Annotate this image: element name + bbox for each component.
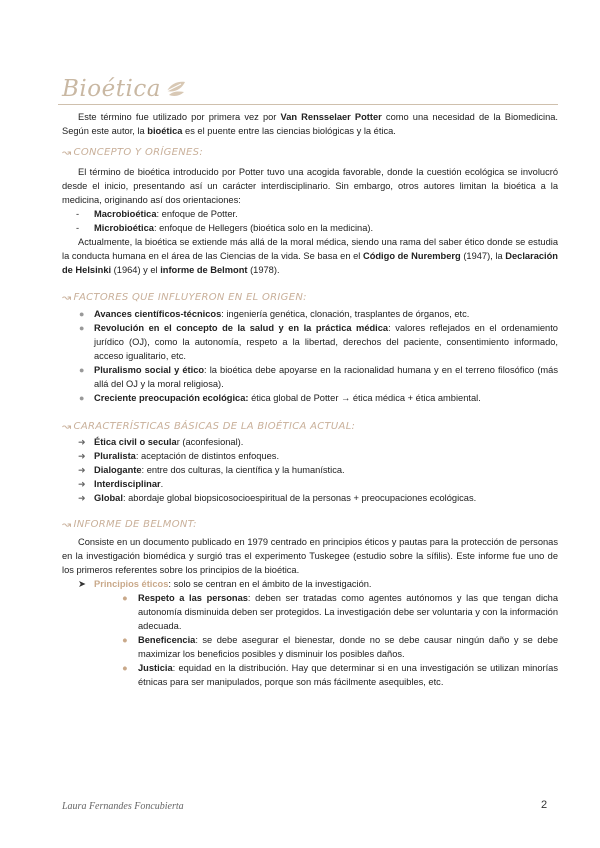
footer-author: Laura Fernandes Foncubierta xyxy=(62,801,184,812)
list-item: - Microbioética: enfoque de Hellegers (bioética solo en la medicina). xyxy=(76,223,374,233)
section-belmont-body: Consiste en un documento publicado en 1979 centrado en principios éticos y pautas para la protección de personas en la investigación biomédica y surgió tras el experimento Tuskegee (estudio sobre la sífilis). Este informe fue uno de los primeros referentes sobre los principios de la bioética. ➤ Principios éticos: solo se centran en el ámbito de la investigación. ● Respeto a las personas: deben ser tratadas como agentes autónomos y las que tengan dicha autonomía disminuida deben ser protegidos. La investigación debe ser voluntaria y con la información adecuada. ● Beneficencia: se debe asegurar el bienestar, donde no se debe causar ningún daño y se debe maximizar los beneficios posibles y disminuir los posibles daños. ● Justicia: equidad en la distribución. Hay que determinar si en una investigación se utilizan minorías étnicas para ser manipulados, porque son más fácilmente asequibles, etc. xyxy=(62,537,558,687)
section-heading-caracteristicas: ↝ CARACTERÍSTICAS BÁSICAS DE LA BIOÉTICA ACTUAL: xyxy=(62,421,356,433)
intro-paragraph: Este término fue utilizado por primera vez por Van Rensselaer Potter como una necesidad de la Biomedicina. Según este autor, la bioética es el puente entre las ciencias biológicas y la ética. xyxy=(62,112,558,136)
page-title-row xyxy=(62,72,187,106)
title-divider xyxy=(58,104,558,105)
arrow-icon: ↝ xyxy=(62,292,72,304)
list-item: ● Avances científicos-técnicos: ingeniería genética, clonación, trasplantes de órganos, etc. xyxy=(79,309,470,319)
list-item: ➜ Dialogante: entre dos culturas, la científica y la humanística. xyxy=(78,465,345,475)
arrow-icon: ↝ xyxy=(62,147,72,159)
list-item: ➜ Ética civil o secular (aconfesional). xyxy=(78,437,244,447)
leaf-icon xyxy=(165,79,187,99)
list-item: ● Beneficencia: se debe asegurar el bienestar, donde no se debe causar ningún daño y se debe maximizar los beneficios posibles y disminuir los posibles daños. xyxy=(122,635,558,659)
list-item: ➤ Principios éticos: solo se centran en el ámbito de la investigación. xyxy=(78,579,372,589)
list-item: ● Creciente preocupación ecológica: ética global de Potter → ética médica + ética ambiental. xyxy=(79,393,481,403)
section-heading-concepto: ↝ CONCEPTO Y ORÍGENES: xyxy=(62,147,203,159)
section-heading-factores: ↝ FACTORES QUE INFLUYERON EN EL ORIGEN: xyxy=(62,292,307,304)
list-item: ➜ Interdisciplinar. xyxy=(78,479,164,489)
section-concepto-body: El término de bioética introducido por Potter tuvo una acogida favorable, donde la cuestión ecológica se involucró desde el inicio, presentando así un carácter interdisciplinario. Sin embargo, otros autores limitan la bioética a la medicina, originando así dos orientaciones: - Macrobioética: enfoque de Potter. - Microbioética: enfoque de Hellegers (bioética solo en la medicina). Actualmente, la bioética se extiende más allá de la moral médica, siendo una rama del saber ético donde se estudia la conducta humana en el área de las Ciencias de la vida. Se basa en el Código de Nuremberg (1947), la Declaración de Helsinki (1964) y el informe de Belmont (1978). xyxy=(62,167,558,275)
page-number: 2 xyxy=(541,799,548,811)
page-title: Bioética xyxy=(62,76,161,102)
list-item: ● Justicia: equidad en la distribución. Hay que determinar si en una investigación se utilizan minorías étnicas para ser manipulados, porque son más fácilmente asequibles, etc. xyxy=(122,663,558,687)
list-item: ● Respeto a las personas: deben ser tratadas como agentes autónomos y las que tengan dicha autonomía disminuida deben ser protegidos. La investigación debe ser voluntaria y con la información adecuada. xyxy=(122,593,558,631)
arrow-icon: ↝ xyxy=(62,421,72,433)
list-item: ● Revolución en el concepto de la salud y en la práctica médica: valores reflejados en el ordenamiento jurídico (OJ), como la autonomía, respeto a la libertad, derechos del paciente, consentimiento informado, acceso igualitario, etc. xyxy=(79,323,558,361)
list-item: - Macrobioética: enfoque de Potter. xyxy=(76,209,238,219)
arrow-icon: ↝ xyxy=(62,519,72,531)
list-item: ➜ Pluralista: aceptación de distintos enfoques. xyxy=(78,451,280,461)
list-item: ● Pluralismo social y ético: la bioética debe apoyarse en la racionalidad humana y en el terreno filosófico (más allá del OJ y la moral religiosa). xyxy=(79,365,558,389)
section-caracteristicas-body xyxy=(62,435,558,505)
list-item: ➜ Global: abordaje global biopsicosocioespiritual de la personas + preocupaciones ecológicas. xyxy=(78,493,477,503)
section-heading-belmont: ↝ INFORME DE BELMONT: xyxy=(62,519,197,531)
section-factores-body xyxy=(62,307,558,405)
